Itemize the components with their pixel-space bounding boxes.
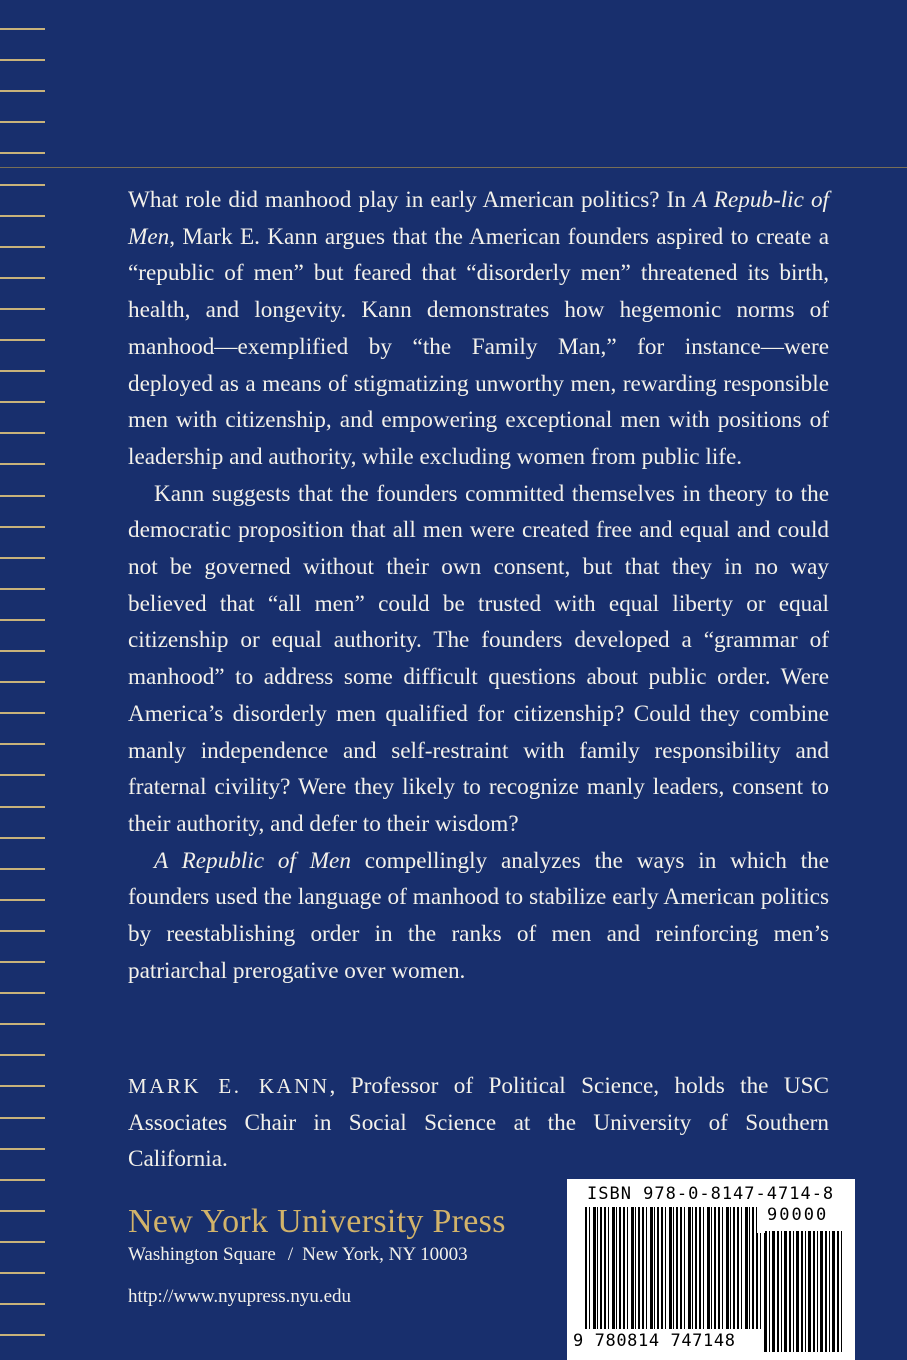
description-paragraph-3 [128,843,829,990]
margin-tick [0,774,45,776]
margin-tick [0,277,45,279]
margin-tick [0,308,45,310]
margin-tick [0,432,45,434]
margin-tick [0,90,45,92]
publisher-url: http://www.nyupress.nyu.edu [128,1286,352,1307]
margin-tick [0,1241,45,1243]
margin-tick [0,1023,45,1025]
margin-tick [0,1272,45,1274]
isbn-text: ISBN 978-0-8147-4714-8 [587,1184,835,1204]
margin-tick [0,1054,45,1056]
publisher-name: New York University Press [128,1203,506,1240]
margin-tick [0,712,45,714]
margin-tick [0,59,45,61]
margin-tick [0,868,45,870]
margin-tick [0,992,45,994]
description-paragraph-1 [128,182,829,476]
margin-tick [0,1334,45,1336]
margin-tick [0,1303,45,1305]
margin-tick [0,401,45,403]
margin-tick [0,370,45,372]
description-text: What role did manhood play in early American politics? In [128,187,693,213]
book-description [128,182,829,989]
margin-tick [0,681,45,683]
description-text: Kann suggests that the founders committed themselves in theory to the democratic proposition that all men were created free and equal and could not be governed without their own consent, but that they in no way believed that “all men” could be trusted with equal liberty or equal citizenship or equal authority. The founders developed a “grammar of manhood” to address some difficult questions about public order. Were America’s disorderly men qualified for citizenship? Could they combine manly independence and self-restraint with family responsibility and fraternal civility? Were they likely to recognize manly leaders, consent to their authority, and defer to their wisdom? [128,480,829,837]
description-text: compellingly analyzes the ways in which the founders used the language of manhood to stabilize early American politics by reestablishing order in the ranks of men and reinforcing men’s patriarchal prerogative over women. [128,847,829,984]
margin-tick [0,557,45,559]
margin-tick [0,806,45,808]
margin-tick [0,152,45,154]
isbn-barcode [567,1179,855,1360]
margin-tick [0,28,45,30]
margin-tick [0,463,45,465]
barcode-addon-bars [765,1231,843,1352]
margin-tick [0,619,45,621]
margin-tick [0,1148,45,1150]
address-separator: / [287,1244,294,1265]
book-title-italic: A Republic of Men [154,847,351,874]
margin-tick [0,339,45,341]
margin-tick [0,495,45,497]
horizontal-rule [0,167,907,168]
margin-tick [0,588,45,590]
description-paragraph-2 [128,476,829,843]
address-left: Washington Square [128,1244,276,1265]
book-title-italic: A Repub-lic of Men [128,187,829,250]
margin-tick [0,899,45,901]
address-right: New York, NY 10003 [302,1244,468,1265]
author-bio [128,1068,829,1178]
margin-tick [0,1179,45,1181]
author-bio-text: , Professor of Political Science, holds the USC Associates Chair in Social Science at the University of Southern California. [128,1073,830,1173]
price-code: 90000 [767,1205,829,1225]
margin-tick [0,743,45,745]
margin-tick [0,215,45,217]
description-text: , Mark E. Kann argues that the American founders aspired to create a “republic of men” but feared that “disorderly men” threatened its birth, health, and longevity. Kann demonstrates how hegemonic norms of manhood—exemplified by “the Family Man,” for instance—were deployed as a means of stigmatizing unworthy men, rewarding responsible men with citizenship, and empowering exceptional men with positions of leadership and authority, while excluding women from public life. [128,223,829,470]
margin-tick [0,837,45,839]
margin-tick [0,650,45,652]
author-name: MARK E. KANN [128,1074,330,1098]
margin-tick [0,1117,45,1119]
margin-tick [0,246,45,248]
margin-tick-marks [0,0,46,1360]
margin-tick [0,1210,45,1212]
margin-tick [0,930,45,932]
margin-tick [0,121,45,123]
barcode-digits: 9 780814 747148 [573,1331,736,1351]
margin-tick [0,961,45,963]
publisher-address [128,1244,468,1266]
margin-tick [0,526,45,528]
margin-tick [0,184,45,186]
margin-tick [0,1085,45,1087]
